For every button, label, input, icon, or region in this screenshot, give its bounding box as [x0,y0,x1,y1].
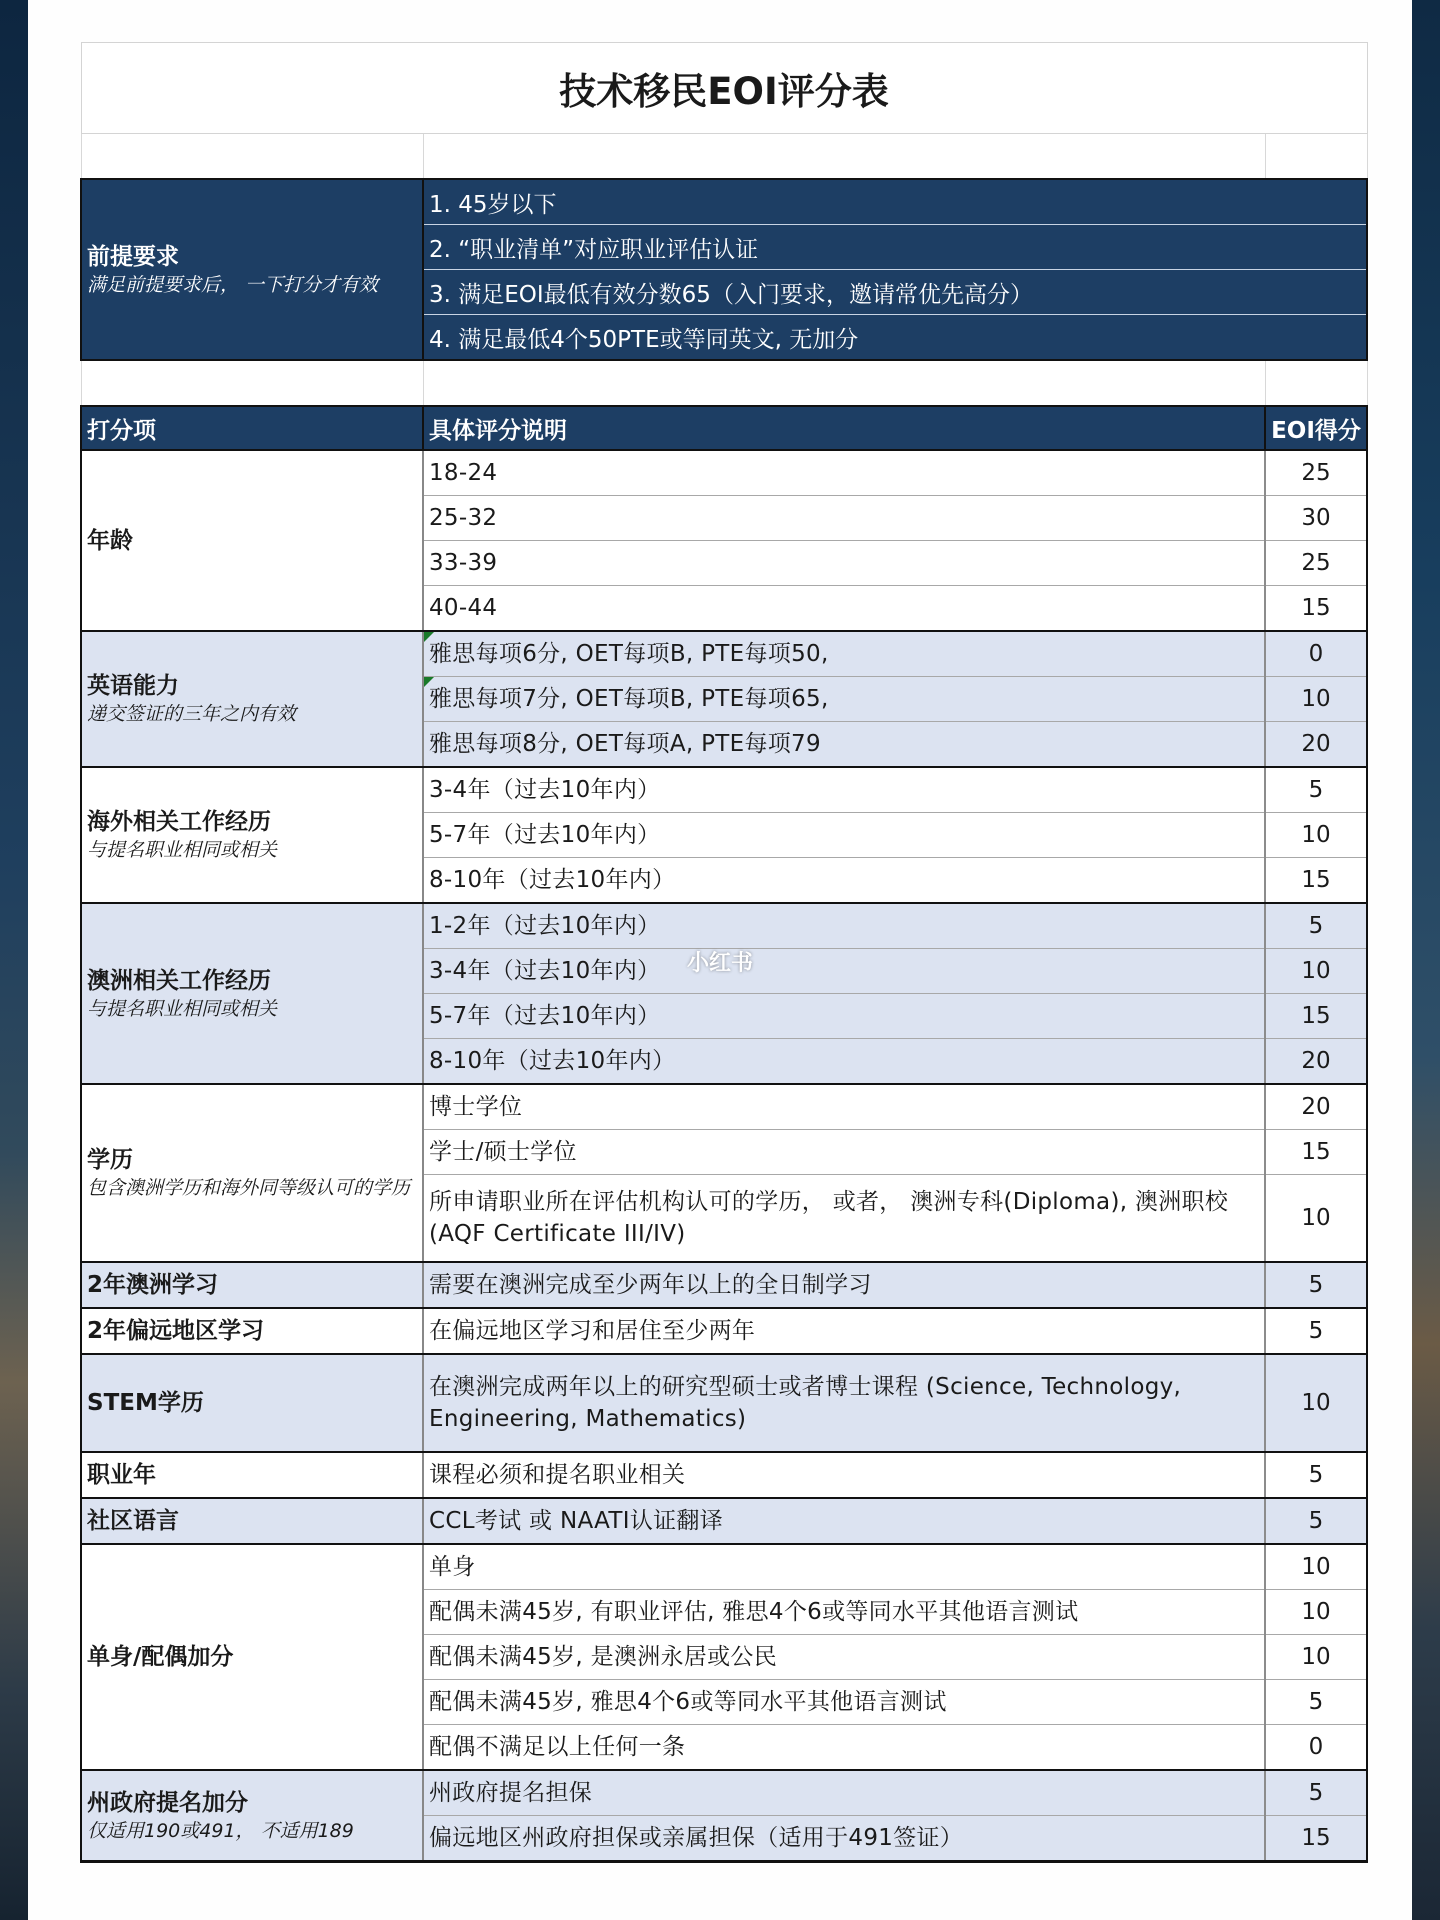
row-description: 需要在澳洲完成至少两年以上的全日制学习 [423,1262,1265,1308]
row-score: 5 [1265,1498,1367,1544]
row-score: 5 [1265,1452,1367,1498]
row-description: 州政府提名担保 [423,1770,1265,1816]
row-description: 5-7年（过去10年内） [423,813,1265,858]
row-description: 18-24 [423,450,1265,496]
category-english [81,631,423,767]
row-description: 在澳洲完成两年以上的研究型硕士或者博士课程 (Science, Technology, Engineering, Mathematics) [423,1354,1265,1452]
row-score: 5 [1265,1308,1367,1354]
row-score: 5 [1265,767,1367,813]
row-score: 5 [1265,1770,1367,1816]
category-label: STEM学历 [87,1390,204,1416]
category-note: 递交签证的三年之内有效 [87,703,297,725]
row-description: 博士学位 [423,1084,1265,1130]
cell-comment-marker [424,632,434,642]
table-row [81,1262,1367,1308]
table-row [81,767,1367,813]
prerequisite-item: 4. 满足最低4个50PTE或等同英文, 无加分 [423,315,1367,361]
table-row [81,1452,1367,1498]
row-description: 所申请职业所在评估机构认可的学历， 或者， 澳洲专科(Diploma), 澳洲职校(AQF Certificate III/IV) [423,1175,1265,1263]
row-description: 3-4年（过去10年内） [423,767,1265,813]
row-description: 40-44 [423,586,1265,632]
table-row [81,450,1367,496]
row-score: 25 [1265,541,1367,586]
table-row [81,1084,1367,1130]
row-score: 15 [1265,858,1367,904]
header-score: EOI得分 [1265,406,1367,450]
category-note: 包含澳洲学历和海外同等级认可的学历 [87,1177,411,1199]
row-score: 15 [1265,586,1367,632]
row-description: 25-32 [423,496,1265,541]
row-description: 在偏远地区学习和居住至少两年 [423,1308,1265,1354]
row-score: 5 [1265,903,1367,949]
category-label: 职业年 [87,1462,156,1488]
watermark-brand: 小红书 [686,951,753,976]
category-label: 英语能力 [87,673,179,699]
category-note: 与提名职业相同或相关 [87,997,278,1020]
row-score: 5 [1265,1680,1367,1725]
category-label: 2年澳洲学习 [87,1272,219,1298]
table-row [81,1498,1367,1544]
row-score: 10 [1265,1354,1367,1452]
row-score: 10 [1265,1635,1367,1680]
category-label: 海外相关工作经历 [87,809,271,835]
row-score: 0 [1265,1725,1367,1771]
category-label: 州政府提名加分 [87,1789,248,1816]
row-score: 30 [1265,496,1367,541]
row-description: 单身 [423,1544,1265,1590]
row-description: CCL考试 或 NAATI认证翻译 [423,1498,1265,1544]
row-description: 8-10年（过去10年内） [423,858,1265,904]
row-description: 8-10年（过去10年内） [423,1039,1265,1085]
category-note: 与提名职业相同或相关 [87,839,278,861]
table-row [81,1770,1367,1816]
category-state-nomination [81,1770,423,1862]
row-description: 配偶不满足以上任何一条 [423,1725,1265,1771]
row-score: 25 [1265,450,1367,496]
row-score: 5 [1265,1262,1367,1308]
background-left-edge [0,0,28,1920]
cell-comment-marker [424,677,434,687]
category-community-language [81,1498,423,1544]
category-professional-year [81,1452,423,1498]
table-row [81,1354,1367,1452]
row-score: 10 [1265,1544,1367,1590]
category-partner [81,1544,423,1770]
category-australian-study [81,1262,423,1308]
category-australian-work [81,903,423,1084]
header-category: 打分项 [81,406,423,450]
row-score: 0 [1265,631,1367,677]
row-description: 偏远地区州政府担保或亲属担保（适用于491签证） [423,1816,1265,1862]
table-row [81,903,1367,949]
header-description: 具体评分说明 [423,406,1265,450]
row-description [423,677,1265,722]
category-note: 仅适用190或491， 不适用189 [87,1819,354,1842]
row-description-text: 雅思每项6分, OET每项B, PTE每项50, [429,641,829,667]
category-stem [81,1354,423,1452]
table-row [81,1544,1367,1590]
category-overseas-work [81,767,423,903]
row-description: 课程必须和提名职业相关 [423,1452,1265,1498]
row-description: 雅思每项8分, OET每项A, PTE每项79 [423,722,1265,768]
category-education [81,1084,423,1262]
prerequisite-item: 1. 45岁以下 [423,179,1367,225]
prerequisite-label: 前提要求 [87,243,179,270]
row-score: 20 [1265,1039,1367,1085]
row-score: 15 [1265,1816,1367,1862]
row-description: 配偶未满45岁, 是澳洲永居或公民 [423,1635,1265,1680]
table-row [81,631,1367,677]
background-right-edge [1412,0,1440,1920]
table-header-row [81,406,1367,450]
category-label: 年龄 [87,527,133,554]
prerequisite-label-cell [81,179,423,360]
category-label: 学历 [87,1147,133,1173]
category-label: 单身/配偶加分 [87,1644,234,1670]
row-description [423,631,1265,677]
page-title: 技术移民EOI评分表 [81,43,1367,134]
row-description: 配偶未满45岁, 雅思4个6或等同水平其他语言测试 [423,1680,1265,1725]
row-description: 3-4年（过去10年内） [423,949,1265,994]
row-description: 1-2年（过去10年内） [423,903,1265,949]
row-score: 10 [1265,1590,1367,1635]
category-label: 社区语言 [87,1508,179,1534]
row-score: 20 [1265,722,1367,768]
row-score: 15 [1265,994,1367,1039]
row-description: 33-39 [423,541,1265,586]
prerequisite-item: 2. “职业清单”对应职业评估认证 [423,225,1367,270]
category-regional-study [81,1308,423,1354]
row-score: 10 [1265,677,1367,722]
row-score: 10 [1265,813,1367,858]
category-label: 2年偏远地区学习 [87,1318,265,1344]
row-score: 20 [1265,1084,1367,1130]
row-score: 10 [1265,1175,1367,1263]
prerequisite-note: 满足前提要求后， 一下打分才有效 [87,273,379,296]
prerequisite-item: 3. 满足EOI最低有效分数65（入门要求，邀请常优先高分） [423,270,1367,315]
row-description: 配偶未满45岁, 有职业评估, 雅思4个6或等同水平其他语言测试 [423,1590,1265,1635]
row-description: 5-7年（过去10年内） [423,994,1265,1039]
row-score: 15 [1265,1130,1367,1175]
row-score: 10 [1265,949,1367,994]
category-label: 澳洲相关工作经历 [87,967,271,994]
category-age [81,450,423,631]
table-row [81,1308,1367,1354]
row-description-text: 雅思每项7分, OET每项B, PTE每项65, [429,686,829,712]
row-description: 学士/硕士学位 [423,1130,1265,1175]
